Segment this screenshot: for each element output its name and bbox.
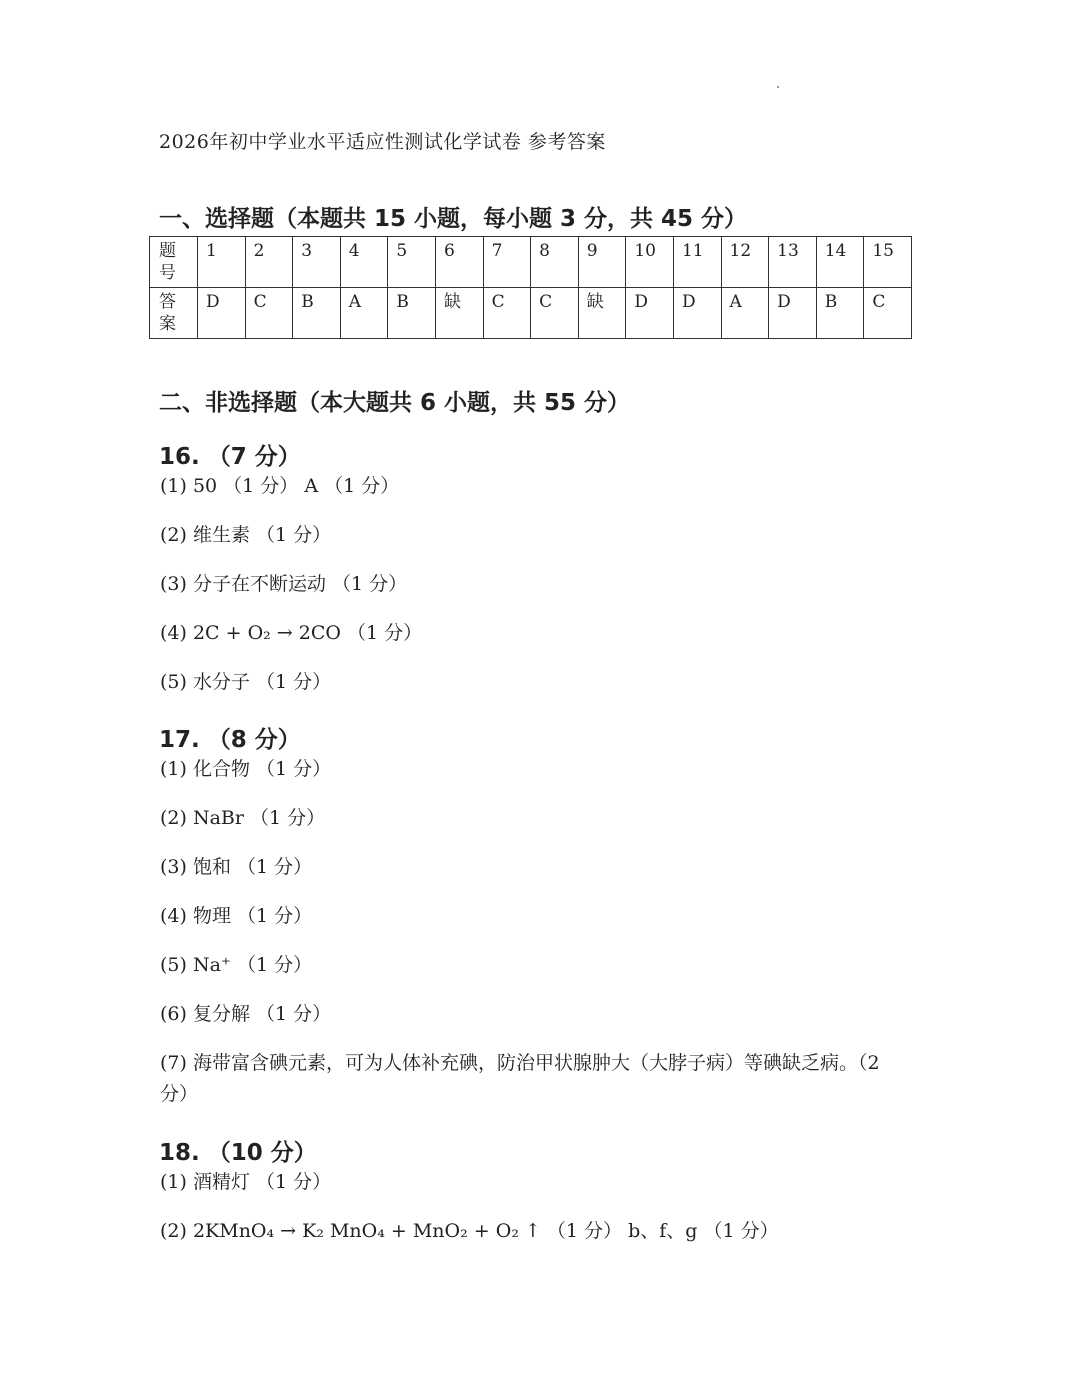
table-cell-number: 1 (198, 237, 246, 288)
table-cell-answer: C (864, 288, 912, 339)
table-row-answers (150, 288, 912, 339)
table-header-answer-label: 答案 (159, 292, 176, 334)
question-17-title: 17. （8 分） (159, 727, 301, 753)
table-row-numbers (150, 237, 912, 288)
table-cell-number: 11 (673, 237, 721, 288)
answer-line: (5) Na⁺ （1 分） (160, 954, 313, 976)
table-cell-answer: B (388, 288, 436, 339)
table-cell-number: 12 (721, 237, 769, 288)
table-cell-number: 13 (769, 237, 817, 288)
section-1-title: 一、选择题（本题共 15 小题，每小题 3 分，共 45 分） (159, 206, 748, 232)
answer-line: (5) 水分子 （1 分） (160, 671, 332, 693)
table-cell-answer: 缺 (435, 288, 483, 339)
answer-line: (2) 维生素 （1 分） (160, 524, 332, 546)
answer-line: (6) 复分解 （1 分） (160, 1003, 332, 1025)
table-cell-answer: B (816, 288, 864, 339)
table-cell-number: 10 (626, 237, 674, 288)
table-cell-answer: D (626, 288, 674, 339)
table-header-number-label: 题号 (159, 241, 176, 283)
question-18-title: 18. （10 分） (159, 1140, 317, 1166)
table-cell-answer: D (673, 288, 721, 339)
answer-table (149, 236, 912, 339)
table-cell-answer: D (769, 288, 817, 339)
table-cell-answer: C (483, 288, 531, 339)
answer-line: (2) NaBr （1 分） (160, 807, 326, 829)
table-cell-number: 2 (245, 237, 293, 288)
question-16-title: 16. （7 分） (159, 444, 301, 470)
table-cell-answer: B (293, 288, 341, 339)
table-cell-answer: C (531, 288, 579, 339)
table-header-answer (150, 288, 198, 339)
table-cell-answer: A (340, 288, 388, 339)
answer-line: (1) 酒精灯 （1 分） (160, 1171, 332, 1193)
answer-paragraph: (7) 海带富含碘元素，可为人体补充碘，防治甲状腺肿大（大脖子病）等碘缺乏病。（2 分） (160, 1052, 880, 1105)
answer-line: (3) 饱和 （1 分） (160, 856, 313, 878)
answer-line: (1) 化合物 （1 分） (160, 758, 332, 780)
table-cell-number: 9 (578, 237, 626, 288)
table-cell-number: 7 (483, 237, 531, 288)
answer-line: (2) 2KMnO₄ → K₂ MnO₄ + MnO₂ + O₂ ↑ （1 分） b、f、g （1 分） (160, 1220, 779, 1242)
table-cell-number: 3 (293, 237, 341, 288)
table-cell-answer: C (245, 288, 293, 339)
scan-dot (777, 86, 779, 88)
table-cell-number: 4 (340, 237, 388, 288)
answer-line: (3) 分子在不断运动 （1 分） (160, 573, 408, 595)
table-cell-number: 5 (388, 237, 436, 288)
table-cell-number: 6 (435, 237, 483, 288)
answer-line: (4) 2C + O₂ → 2CO （1 分） (160, 622, 423, 644)
section-2-title: 二、非选择题（本大题共 6 小题，共 55 分） (159, 390, 631, 416)
table-cell-answer: D (198, 288, 246, 339)
answer-line: (4) 物理 （1 分） (160, 905, 313, 927)
table-cell-answer: A (721, 288, 769, 339)
answer-line: (1) 50 （1 分） A （1 分） (160, 475, 400, 497)
document-title: 2026年初中学业水平适应性测试化学试卷 参考答案 (159, 131, 606, 153)
table-header-number (150, 237, 198, 288)
table-cell-answer: 缺 (578, 288, 626, 339)
table-cell-number: 15 (864, 237, 912, 288)
table-cell-number: 14 (816, 237, 864, 288)
table-cell-number: 8 (531, 237, 579, 288)
